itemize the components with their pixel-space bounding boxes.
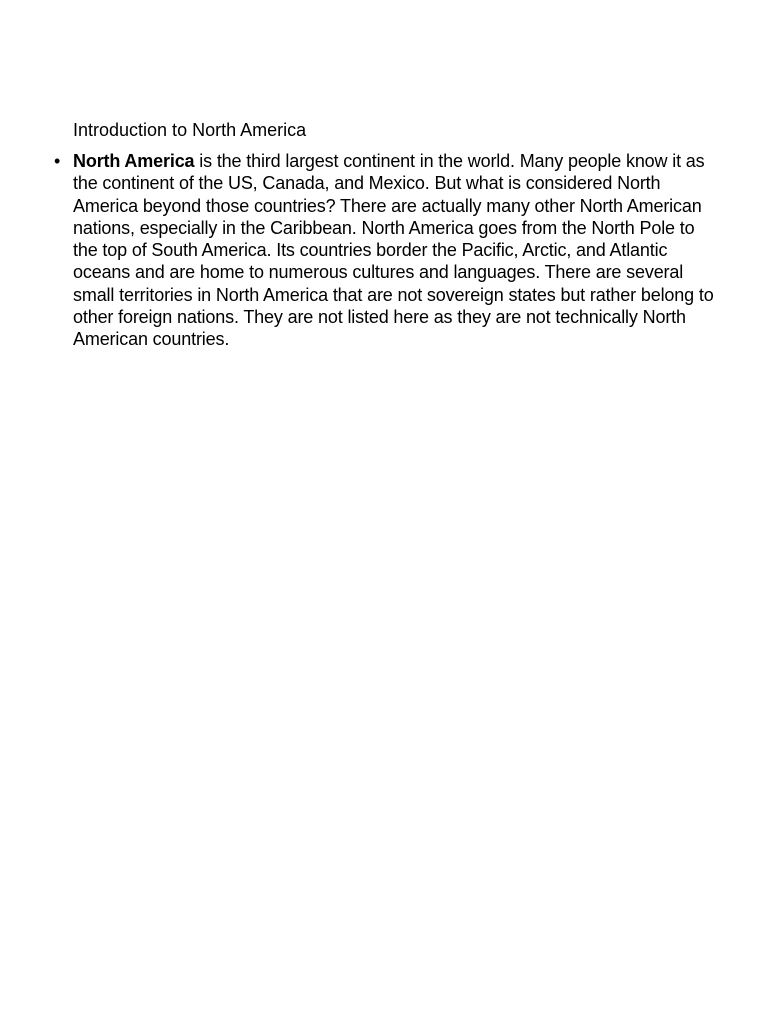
bold-term: North America [73,151,195,171]
paragraph-text: is the third largest continent in the world. Many people know it as the continent of the US, Canada, and Mexico. But what is considered North America beyond those countries? There are actually many other North American nations, especially in the Caribbean. North America goes from the North Pole to the top of South America. Its countries border the Pacific, Arctic, and Atlantic oceans and are home to numerous cultures and languages. There are several small territories in North America that are not sovereign states but rather belong to other foreign nations. They are not listed here as they are not technically North American countries. [73,151,714,350]
page-title: Introduction to North America [73,120,307,140]
bullet-icon: • [54,151,61,171]
bullet-paragraph [73,150,714,351]
bullet-item [54,150,714,351]
